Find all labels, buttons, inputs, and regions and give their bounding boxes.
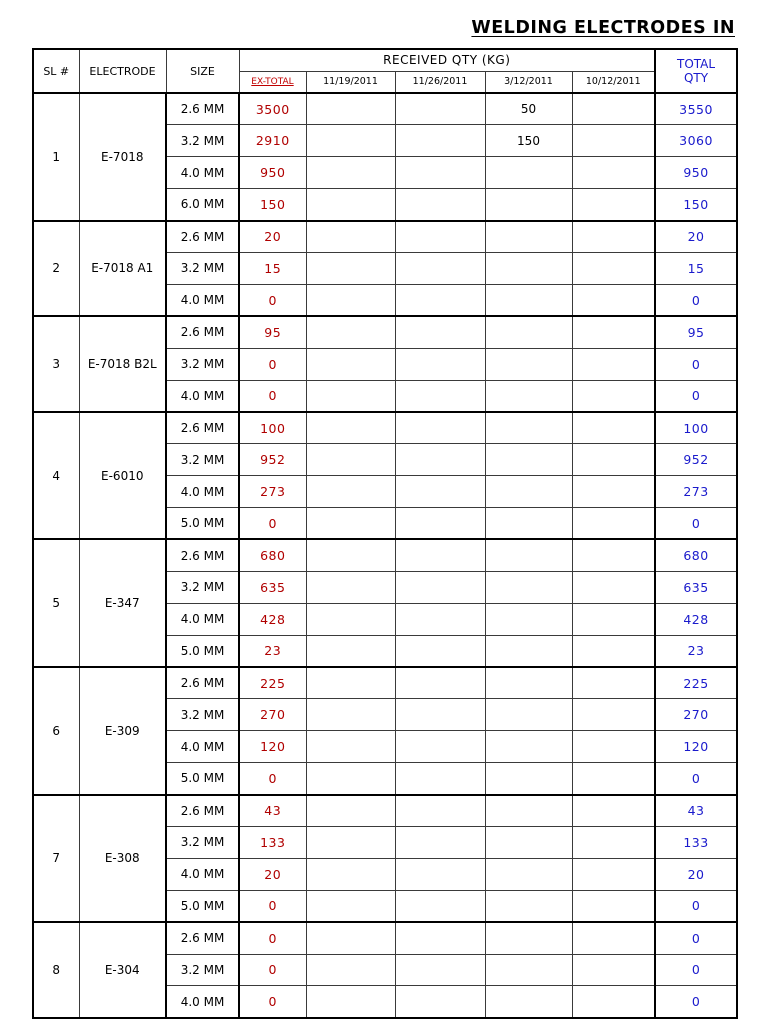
sl-cell: 3 [33,316,79,412]
electrode-cell: E-309 [79,667,166,795]
electrode-cell: E-7018 [79,93,166,221]
ex-total-cell: 225 [239,667,306,699]
electrode-table [32,48,738,1019]
received-cell [485,858,572,890]
received-cell [572,539,655,571]
received-cell [395,858,485,890]
received-cell [485,986,572,1018]
ex-total-cell: 120 [239,731,306,763]
total-qty-cell: 952 [655,444,737,476]
ex-total-cell: 0 [239,348,306,380]
received-cell [395,189,485,221]
electrode-cell: E-6010 [79,412,166,540]
ex-total-cell: 0 [239,380,306,412]
received-cell [572,252,655,284]
header-date-3: 3/12/2011 [485,71,572,93]
total-qty-cell: 95 [655,316,737,348]
size-cell: 3.2 MM [166,444,239,476]
received-cell [485,539,572,571]
received-cell [395,954,485,986]
received-cell [572,412,655,444]
received-cell [485,252,572,284]
received-cell [572,93,655,125]
total-qty-cell: 150 [655,189,737,221]
total-qty-cell: 0 [655,284,737,316]
header-date-1: 11/19/2011 [306,71,395,93]
total-qty-cell: 950 [655,157,737,189]
received-cell [572,635,655,667]
ex-total-cell: 680 [239,539,306,571]
size-cell: 2.6 MM [166,922,239,954]
received-cell [485,316,572,348]
total-qty-cell: 23 [655,635,737,667]
size-cell: 5.0 MM [166,890,239,922]
received-cell [485,284,572,316]
received-cell [306,539,395,571]
sl-cell: 6 [33,667,79,795]
size-cell: 3.2 MM [166,954,239,986]
table-row [33,795,737,827]
received-cell [395,635,485,667]
received-cell [395,763,485,795]
received-cell [395,380,485,412]
size-cell: 2.6 MM [166,539,239,571]
ex-total-cell: 2910 [239,125,306,157]
received-cell [485,571,572,603]
size-cell: 3.2 MM [166,826,239,858]
size-cell: 6.0 MM [166,189,239,221]
received-cell [485,221,572,253]
received-cell [395,157,485,189]
size-cell: 4.0 MM [166,157,239,189]
received-cell [572,571,655,603]
received-cell [572,795,655,827]
size-cell: 4.0 MM [166,858,239,890]
received-cell [395,890,485,922]
size-cell: 2.6 MM [166,93,239,125]
header-size: SIZE [166,49,239,93]
received-cell [572,189,655,221]
total-qty-cell: 0 [655,508,737,540]
ex-total-cell: 950 [239,157,306,189]
received-cell [485,922,572,954]
total-qty-cell: 0 [655,954,737,986]
received-cell [306,667,395,699]
size-cell: 3.2 MM [166,252,239,284]
received-cell [306,125,395,157]
size-cell: 3.2 MM [166,699,239,731]
size-cell: 4.0 MM [166,986,239,1018]
ex-total-cell: 15 [239,252,306,284]
received-cell [572,763,655,795]
received-cell [485,699,572,731]
received-cell [572,890,655,922]
size-cell: 3.2 MM [166,348,239,380]
ex-total-cell: 428 [239,603,306,635]
received-cell [395,444,485,476]
table-row [33,93,737,125]
total-qty-cell: 20 [655,858,737,890]
total-qty-cell: 3060 [655,125,737,157]
ex-total-cell: 100 [239,412,306,444]
received-cell [485,412,572,444]
received-cell [485,954,572,986]
total-qty-cell: 133 [655,826,737,858]
page-title: WELDING ELECTRODES IN [471,18,735,38]
received-cell [485,189,572,221]
header-total-qty-label: TOTAL QTY [677,57,716,85]
electrode-cell: E-347 [79,539,166,667]
received-cell [306,763,395,795]
ex-total-cell: 23 [239,635,306,667]
total-qty-cell: 100 [655,412,737,444]
received-cell [485,380,572,412]
electrode-cell: E-7018 A1 [79,221,166,317]
received-cell [572,476,655,508]
received-cell [485,476,572,508]
received-cell [485,157,572,189]
sl-cell: 4 [33,412,79,540]
received-cell [306,157,395,189]
received-cell [395,93,485,125]
ex-total-cell: 952 [239,444,306,476]
ex-total-cell: 20 [239,221,306,253]
total-qty-cell: 270 [655,699,737,731]
received-cell [485,603,572,635]
ex-total-cell: 0 [239,890,306,922]
received-cell [395,348,485,380]
ex-total-cell: 20 [239,858,306,890]
received-cell [395,795,485,827]
received-cell [395,571,485,603]
received-cell [572,508,655,540]
total-qty-cell: 20 [655,221,737,253]
received-cell [485,731,572,763]
received-cell [306,890,395,922]
total-qty-cell: 43 [655,795,737,827]
received-cell [572,316,655,348]
received-cell [306,316,395,348]
received-cell [306,635,395,667]
received-cell: 150 [485,125,572,157]
ex-total-cell: 0 [239,986,306,1018]
received-cell [306,699,395,731]
size-cell: 5.0 MM [166,763,239,795]
size-cell: 2.6 MM [166,221,239,253]
sl-cell: 1 [33,93,79,221]
received-cell [395,125,485,157]
received-cell [572,444,655,476]
ex-total-cell: 3500 [239,93,306,125]
total-qty-cell: 225 [655,667,737,699]
ex-total-cell: 273 [239,476,306,508]
received-cell [485,444,572,476]
ex-total-cell: 0 [239,284,306,316]
received-cell [485,795,572,827]
received-cell [395,539,485,571]
electrode-cell: E-7018 B2L [79,316,166,412]
received-cell [306,221,395,253]
sl-cell: 8 [33,922,79,1018]
received-cell [306,508,395,540]
received-cell [306,444,395,476]
received-cell [572,826,655,858]
size-cell: 4.0 MM [166,603,239,635]
header-ex-total: EX-TOTAL [239,71,306,93]
ex-total-cell: 0 [239,763,306,795]
table-row [33,539,737,571]
table-body [33,93,737,1018]
table-row [33,412,737,444]
sl-cell: 2 [33,221,79,317]
total-qty-cell: 0 [655,986,737,1018]
ex-total-cell: 43 [239,795,306,827]
ex-total-cell: 95 [239,316,306,348]
received-cell [306,571,395,603]
total-qty-cell: 0 [655,763,737,795]
received-cell [395,508,485,540]
received-cell [306,348,395,380]
total-qty-cell: 273 [655,476,737,508]
received-cell [395,252,485,284]
size-cell: 4.0 MM [166,476,239,508]
received-cell [306,252,395,284]
header-electrode: ELECTRODE [79,49,166,93]
received-cell [572,922,655,954]
received-cell [306,189,395,221]
sl-cell: 7 [33,795,79,923]
size-cell: 4.0 MM [166,731,239,763]
sl-cell: 5 [33,539,79,667]
received-cell [395,826,485,858]
received-cell [485,667,572,699]
total-qty-cell: 15 [655,252,737,284]
received-cell [485,508,572,540]
size-cell: 3.2 MM [166,125,239,157]
received-cell [572,954,655,986]
received-cell [395,922,485,954]
size-cell: 5.0 MM [166,635,239,667]
table-row [33,316,737,348]
received-cell [395,667,485,699]
received-cell [485,635,572,667]
total-qty-cell: 0 [655,890,737,922]
received-cell [485,890,572,922]
total-qty-cell: 0 [655,922,737,954]
received-cell [395,699,485,731]
total-qty-cell: 3550 [655,93,737,125]
total-qty-cell: 0 [655,348,737,380]
received-cell [572,380,655,412]
received-cell [395,603,485,635]
received-cell [485,826,572,858]
received-cell [395,221,485,253]
received-cell [306,795,395,827]
received-cell [306,476,395,508]
table-row [33,667,737,699]
total-qty-cell: 428 [655,603,737,635]
size-cell: 2.6 MM [166,795,239,827]
received-cell [572,699,655,731]
size-cell: 5.0 MM [166,508,239,540]
header-date-4: 10/12/2011 [572,71,655,93]
size-cell: 2.6 MM [166,667,239,699]
electrode-cell: E-308 [79,795,166,923]
received-cell [306,93,395,125]
received-cell [306,284,395,316]
size-cell: 2.6 MM [166,316,239,348]
table-row [33,221,737,253]
received-cell [306,380,395,412]
received-cell [306,986,395,1018]
received-cell [572,858,655,890]
received-cell [306,954,395,986]
size-cell: 4.0 MM [166,284,239,316]
size-cell: 4.0 MM [166,380,239,412]
ex-total-cell: 150 [239,189,306,221]
header-received-qty: RECEIVED QTY (KG) [239,49,655,71]
received-cell [572,603,655,635]
total-qty-cell: 680 [655,539,737,571]
size-cell: 3.2 MM [166,571,239,603]
received-cell [395,412,485,444]
received-cell [395,284,485,316]
received-cell [306,858,395,890]
received-cell [572,125,655,157]
received-cell [306,922,395,954]
total-qty-cell: 120 [655,731,737,763]
received-cell [395,476,485,508]
received-cell [572,986,655,1018]
received-cell [306,826,395,858]
received-cell [572,284,655,316]
received-cell [306,412,395,444]
total-qty-cell: 0 [655,380,737,412]
received-cell [572,731,655,763]
size-cell: 2.6 MM [166,412,239,444]
table-row [33,922,737,954]
ex-total-cell: 0 [239,954,306,986]
received-cell [395,986,485,1018]
header-date-2: 11/26/2011 [395,71,485,93]
ex-total-cell: 133 [239,826,306,858]
received-cell [485,763,572,795]
received-cell: 50 [485,93,572,125]
ex-total-cell: 270 [239,699,306,731]
header-total-qty [655,49,737,93]
received-cell [395,316,485,348]
received-cell [395,731,485,763]
total-qty-cell: 635 [655,571,737,603]
received-cell [485,348,572,380]
ex-total-cell: 635 [239,571,306,603]
ex-total-cell: 0 [239,508,306,540]
received-cell [306,731,395,763]
received-cell [572,667,655,699]
received-cell [306,603,395,635]
received-cell [572,157,655,189]
header-sl: SL # [33,49,79,93]
received-cell [572,221,655,253]
ex-total-cell: 0 [239,922,306,954]
electrode-cell: E-304 [79,922,166,1018]
received-cell [572,348,655,380]
